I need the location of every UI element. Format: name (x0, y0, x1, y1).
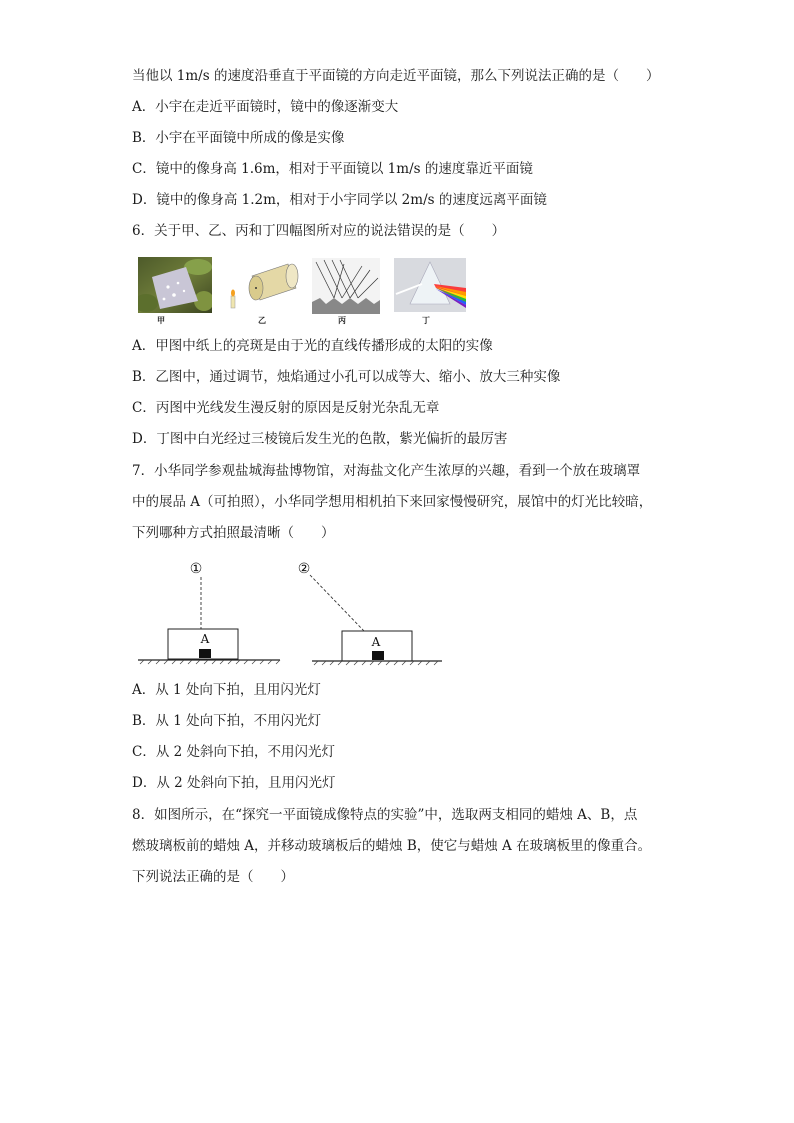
q7-stem-line-3: 下列哪种方式拍照最清晰（ ） (132, 525, 335, 541)
q6-option-b: B．乙图中，通过调节，烛焰通过小孔可以成等大、缩小、放大三种实像 (132, 369, 561, 385)
q6-stem: 6．关于甲、乙、丙和丁四幅图所对应的说法错误的是（ ） (132, 223, 506, 239)
label-position-2: ② (297, 561, 311, 577)
q7-option-b: B．从 1 处向下拍，不用闪光灯 (132, 713, 322, 729)
figure-ding-prism-dispersion (394, 258, 466, 312)
q5-option-d: D．镜中的像身高 1.2m，相对于小宇同学以 2m/s 的速度远离平面镜 (132, 192, 547, 208)
q6-option-d: D．丁图中白光经过三棱镜后发生光的色散，紫光偏折的最厉害 (132, 431, 508, 447)
q7-stem-line-1: 7．小华同学参观盐城海盐博物馆，对海盐文化产生浓厚的兴趣，看到一个放在玻璃罩 (132, 463, 641, 479)
figure-q7-camera-positions (130, 555, 450, 670)
q7-option-a: A．从 1 处向下拍，且用闪光灯 (132, 682, 321, 698)
figure-jia-light-spots (138, 257, 212, 313)
label-box-a-right: A (371, 635, 381, 649)
caption-yi: 乙 (258, 316, 266, 325)
q7-option-d: D．从 2 处斜向下拍，且用闪光灯 (132, 775, 336, 791)
caption-bing: 丙 (338, 316, 346, 325)
q5-stem-tail: 当他以 1m/s 的速度沿垂直于平面镜的方向走近平面镜，那么下列说法正确的是（ ） (132, 68, 660, 84)
q6-option-a: A．甲图中纸上的亮斑是由于光的直线传播形成的太阳的实像 (132, 338, 493, 354)
q6-option-c: C．丙图中光线发生漫反射的原因是反射光杂乱无章 (132, 400, 440, 416)
q5-option-b: B．小宇在平面镜中所成的像是实像 (132, 130, 345, 146)
q8-stem-line-1: 8．如图所示，在“探究一平面镜成像特点的实验”中，选取两支相同的蜡烛 A、B，点 (132, 807, 638, 823)
q8-stem-line-2: 燃玻璃板前的蜡烛 A，并移动玻璃板后的蜡烛 B，使它与蜡烛 A 在玻璃板里的像重合。 (132, 838, 652, 854)
q7-stem-line-2: 中的展品 A（可拍照），小华同学想用相机拍下来回家慢慢研究，展馆中的灯光比较暗， (132, 494, 653, 510)
q5-option-a: A．小宇在走近平面镜时，镜中的像逐渐变大 (132, 99, 399, 115)
figure-bing-diffuse-reflection (312, 258, 380, 314)
figure-yi-pinhole-camera (226, 258, 300, 314)
q8-stem-line-3: 下列说法正确的是（ ） (132, 869, 294, 885)
q7-option-c: C．从 2 处斜向下拍，不用闪光灯 (132, 744, 336, 760)
q5-option-c: C．镜中的像身高 1.6m，相对于平面镜以 1m/s 的速度靠近平面镜 (132, 161, 533, 177)
caption-jia: 甲 (157, 316, 165, 325)
label-box-a-left: A (200, 632, 210, 646)
caption-ding: 丁 (422, 316, 430, 325)
label-position-1: ① (189, 561, 203, 577)
